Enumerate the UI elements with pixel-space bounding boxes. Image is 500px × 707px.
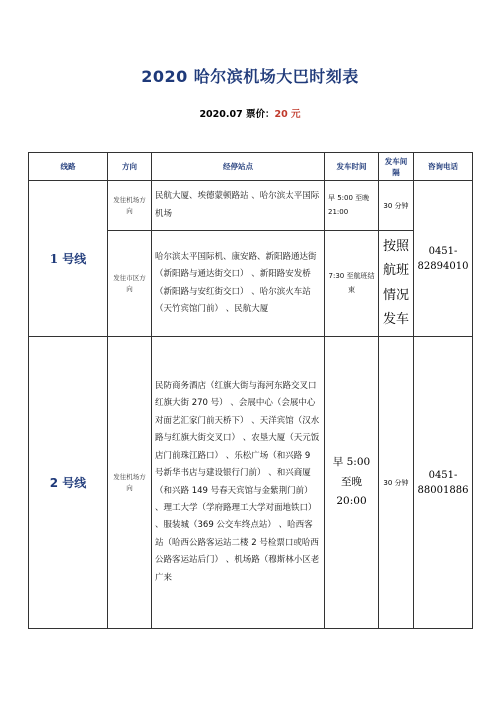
line-2-direction-airport: 发往机场方向 — [108, 337, 152, 629]
line-1-stops-city: 哈尔滨太平国际机、康安路、新阳路通达街（新阳路与通达街交口） 、新阳路安发桥（新阳路与安红街交口） 、哈尔滨火车站（天竹宾馆门前） 、民航大厦 — [152, 231, 325, 337]
price-value: 20 元 — [274, 109, 301, 120]
line-1-direction-city: 发往市区方向 — [108, 231, 152, 337]
schedule-table — [28, 152, 473, 629]
line-1-phone: 0451-82894010 — [414, 181, 473, 337]
line-1-time-city: 7:30 至航班结束 — [325, 231, 379, 337]
price-subtitle — [0, 106, 500, 120]
line-1-time-airport: 早 5:00 至晚 21:00 — [325, 181, 379, 231]
header-phone: 咨询电话 — [414, 153, 473, 181]
header-departure-time: 发车时间 — [325, 153, 379, 181]
table-row — [29, 337, 473, 629]
header-line: 线路 — [29, 153, 108, 181]
line-2-stops-airport: 民防商务酒店（红旗大街与海河东路交叉口红旗大街 270 号） 、会展中心（会展中心对面艺汇家门前天桥下） 、天洋宾馆（汉水路与红旗大街交叉口） 、农垦大厦（天元饭店门前珠江路口） 、乐松广场（和兴路 9 号新华书店与建设银行门前） 、和兴商厦（和兴路 149 号春天宾馆与金紫荆门前） 、理工大学（学府路理工大学对面地铁口） 、服装城（369 公交车终点站） 、哈西客站（哈西公路客运站二楼 2 号检票口或哈西公路客运站后门） 、机场路（穆斯林小区老广来 — [152, 337, 325, 629]
line-2-time-airport: 早 5:00 至晚 20:00 — [325, 337, 379, 629]
table-row — [29, 181, 473, 231]
table-header-row — [29, 153, 473, 181]
date-price-label: 2020.07 票价： — [199, 109, 275, 120]
header-interval: 发车间隔 — [379, 153, 414, 181]
header-stops: 经停站点 — [152, 153, 325, 181]
header-direction: 方向 — [108, 153, 152, 181]
line-1-interval-city: 按照航班情况发车 — [379, 231, 414, 337]
line-1-name: 1 号线 — [29, 181, 108, 337]
line-2-phone: 0451-88001886 — [414, 337, 473, 629]
line-2-name: 2 号线 — [29, 337, 108, 629]
page-title: 2020 哈尔滨机场大巴时刻表 — [141, 67, 359, 86]
line-1-interval-airport: 30 分钟 — [379, 181, 414, 231]
line-1-direction-airport: 发往机场方向 — [108, 181, 152, 231]
line-1-stops-airport: 民航大厦、埃德蒙顿路站 、哈尔滨太平国际机场 — [152, 181, 325, 231]
line-2-interval-airport: 30 分钟 — [379, 337, 414, 629]
